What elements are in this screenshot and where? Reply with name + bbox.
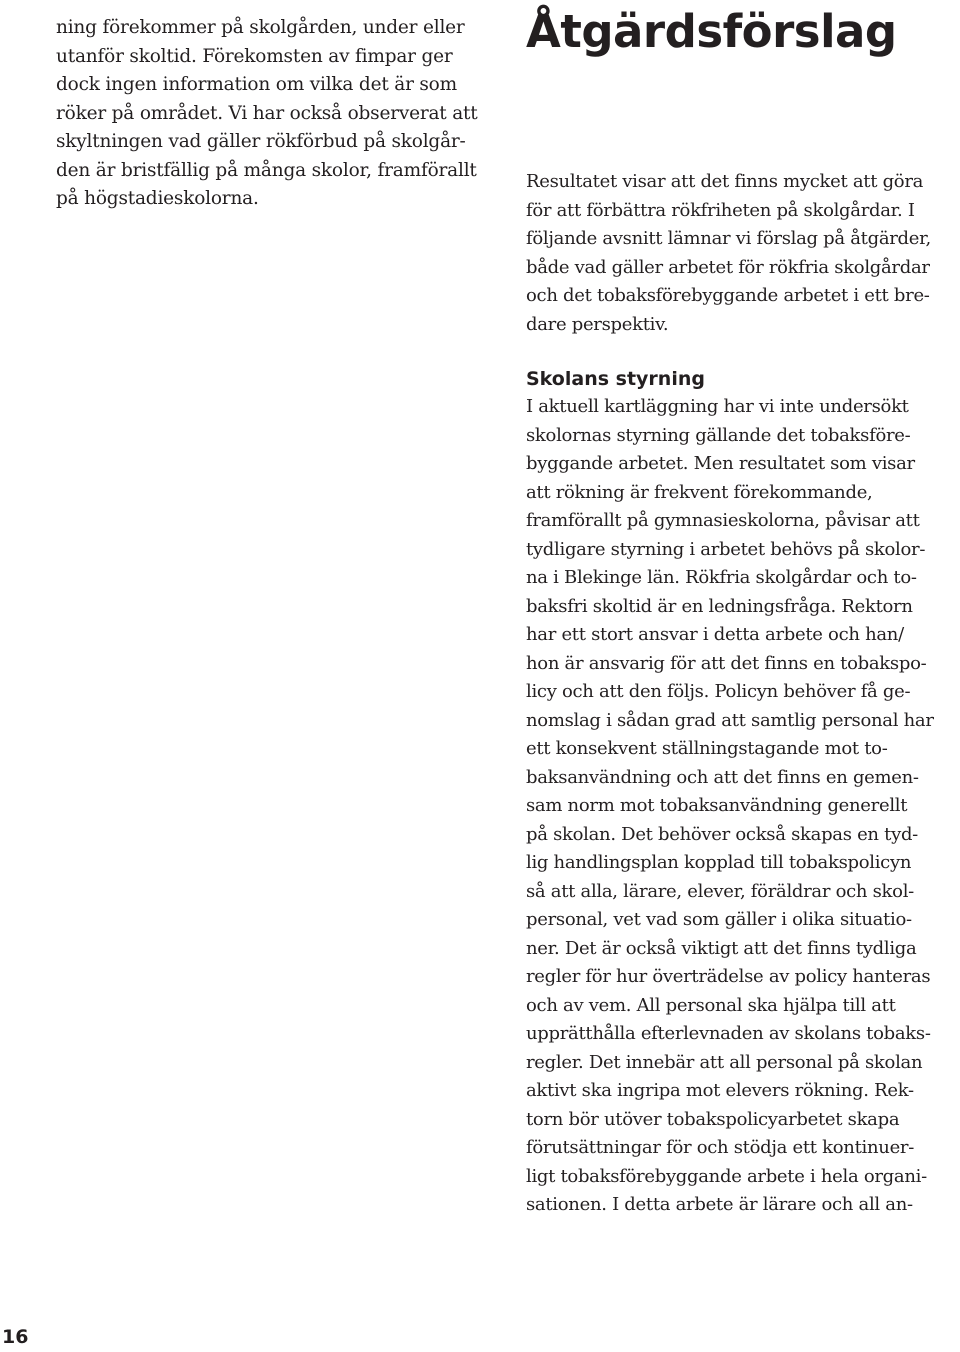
paragraph-line: utanför skoltid. Förekomsten av fimpar ger xyxy=(56,45,453,67)
subsection-skolans-styrning xyxy=(526,365,934,1220)
paragraph-line: förutsättningar för och stödja ett kontinuer- xyxy=(526,1137,915,1158)
paragraph-line: på högstadieskolorna. xyxy=(56,188,259,209)
paragraph-line: följande avsnitt lämnar vi förslag på åtgärder, xyxy=(526,228,931,249)
paragraph-line: framförallt på gymnasieskolorna, påvisar att xyxy=(526,510,920,531)
right-text-column xyxy=(526,0,956,1215)
page-number: 16 xyxy=(2,1326,29,1348)
paragraph-line: torn bör utöver tobakspolicyarbetet skapa xyxy=(526,1108,900,1130)
paragraph-line: ner. Det är också viktigt att det finns tydliga xyxy=(526,937,917,959)
paragraph-line: så att alla, lärare, elever, föräldrar och skol- xyxy=(526,880,914,902)
paragraph-line: ett konsekvent ställningstagande mot to- xyxy=(526,738,888,759)
paragraph-line: Resultatet visar att det finns mycket att göra xyxy=(526,171,924,192)
paragraph-line: att rökning är frekvent förekommande, xyxy=(526,481,873,503)
paragraph-line: den är bristfällig på många skolor, framförallt xyxy=(56,159,477,181)
intro-paragraph xyxy=(526,168,931,339)
section-title: Åtgärdsförslag xyxy=(526,5,897,58)
paragraph-line: hon är ansvarig för att det finns en tobakspo- xyxy=(526,652,927,674)
paragraph-line: na i Blekinge län. Rökfria skolgårdar och to- xyxy=(526,567,917,588)
paragraph-line: aktivt ska ingripa mot elevers rökning. Rek- xyxy=(526,1080,914,1101)
paragraph-line: sam norm mot tobaksanvändning generellt xyxy=(526,795,908,816)
paragraph-line: I aktuell kartläggning har vi inte undersökt xyxy=(526,396,909,417)
paragraph-line: sationen. I detta arbete är lärare och all an- xyxy=(526,1194,913,1215)
subsection-body xyxy=(526,393,934,1220)
paragraph-line: upprätthålla efterlevnaden av skolans tobaks- xyxy=(526,1023,931,1044)
paragraph-line: licy och att den följs. Policyn behöver få ge- xyxy=(526,681,911,702)
paragraph-line: nomslag i sådan grad att samtlig personal har xyxy=(526,709,934,731)
paragraph-line: skolornas styrning gällande det tobaksföre- xyxy=(526,424,911,446)
paragraph-line: baksfri skoltid är en ledningsfråga. Rektorn xyxy=(526,595,913,617)
paragraph-line: dare perspektiv. xyxy=(526,313,669,335)
paragraph-line: skyltningen vad gäller rökförbud på skolgår- xyxy=(56,131,466,152)
paragraph-line: både vad gäller arbetet för rökfria skolgårdar xyxy=(526,256,930,278)
paragraph-line: baksanvändning och att det finns en gemen- xyxy=(526,766,919,788)
paragraph-line: ning förekommer på skolgården, under eller xyxy=(56,17,465,38)
paragraph-line: personal, vet vad som gäller i olika situatio- xyxy=(526,909,912,930)
paragraph-line: röker på området. Vi har också observerat att xyxy=(56,102,478,124)
paragraph-line: och det tobaksförebyggande arbetet i ett bre- xyxy=(526,285,930,306)
paragraph-line: på skolan. Det behöver också skapas en tyd- xyxy=(526,823,918,845)
paragraph-line: regler. Det innebär att all personal på skolan xyxy=(526,1051,923,1073)
paragraph-line: och av vem. All personal ska hjälpa till att xyxy=(526,994,896,1016)
paragraph-line: dock ingen information om vilka det är som xyxy=(56,74,457,95)
paragraph-line: tydligare styrning i arbetet behövs på skolor- xyxy=(526,538,926,560)
paragraph-line: har ett stort ansvar i detta arbete och han/ xyxy=(526,624,904,645)
paragraph-line: lig handlingsplan kopplad till tobakspolicyn xyxy=(526,852,912,873)
paragraph-line: regler för hur överträdelse av policy hanteras xyxy=(526,966,931,987)
left-text-column xyxy=(56,14,496,214)
paragraph-line: ligt tobaksförebyggande arbete i hela organi- xyxy=(526,1165,927,1187)
paragraph-line: byggande arbetet. Men resultatet som visar xyxy=(526,453,915,474)
paragraph-line: för att förbättra rökfriheten på skolgårdar. I xyxy=(526,199,915,221)
subsection-heading: Skolans styrning xyxy=(526,368,705,390)
